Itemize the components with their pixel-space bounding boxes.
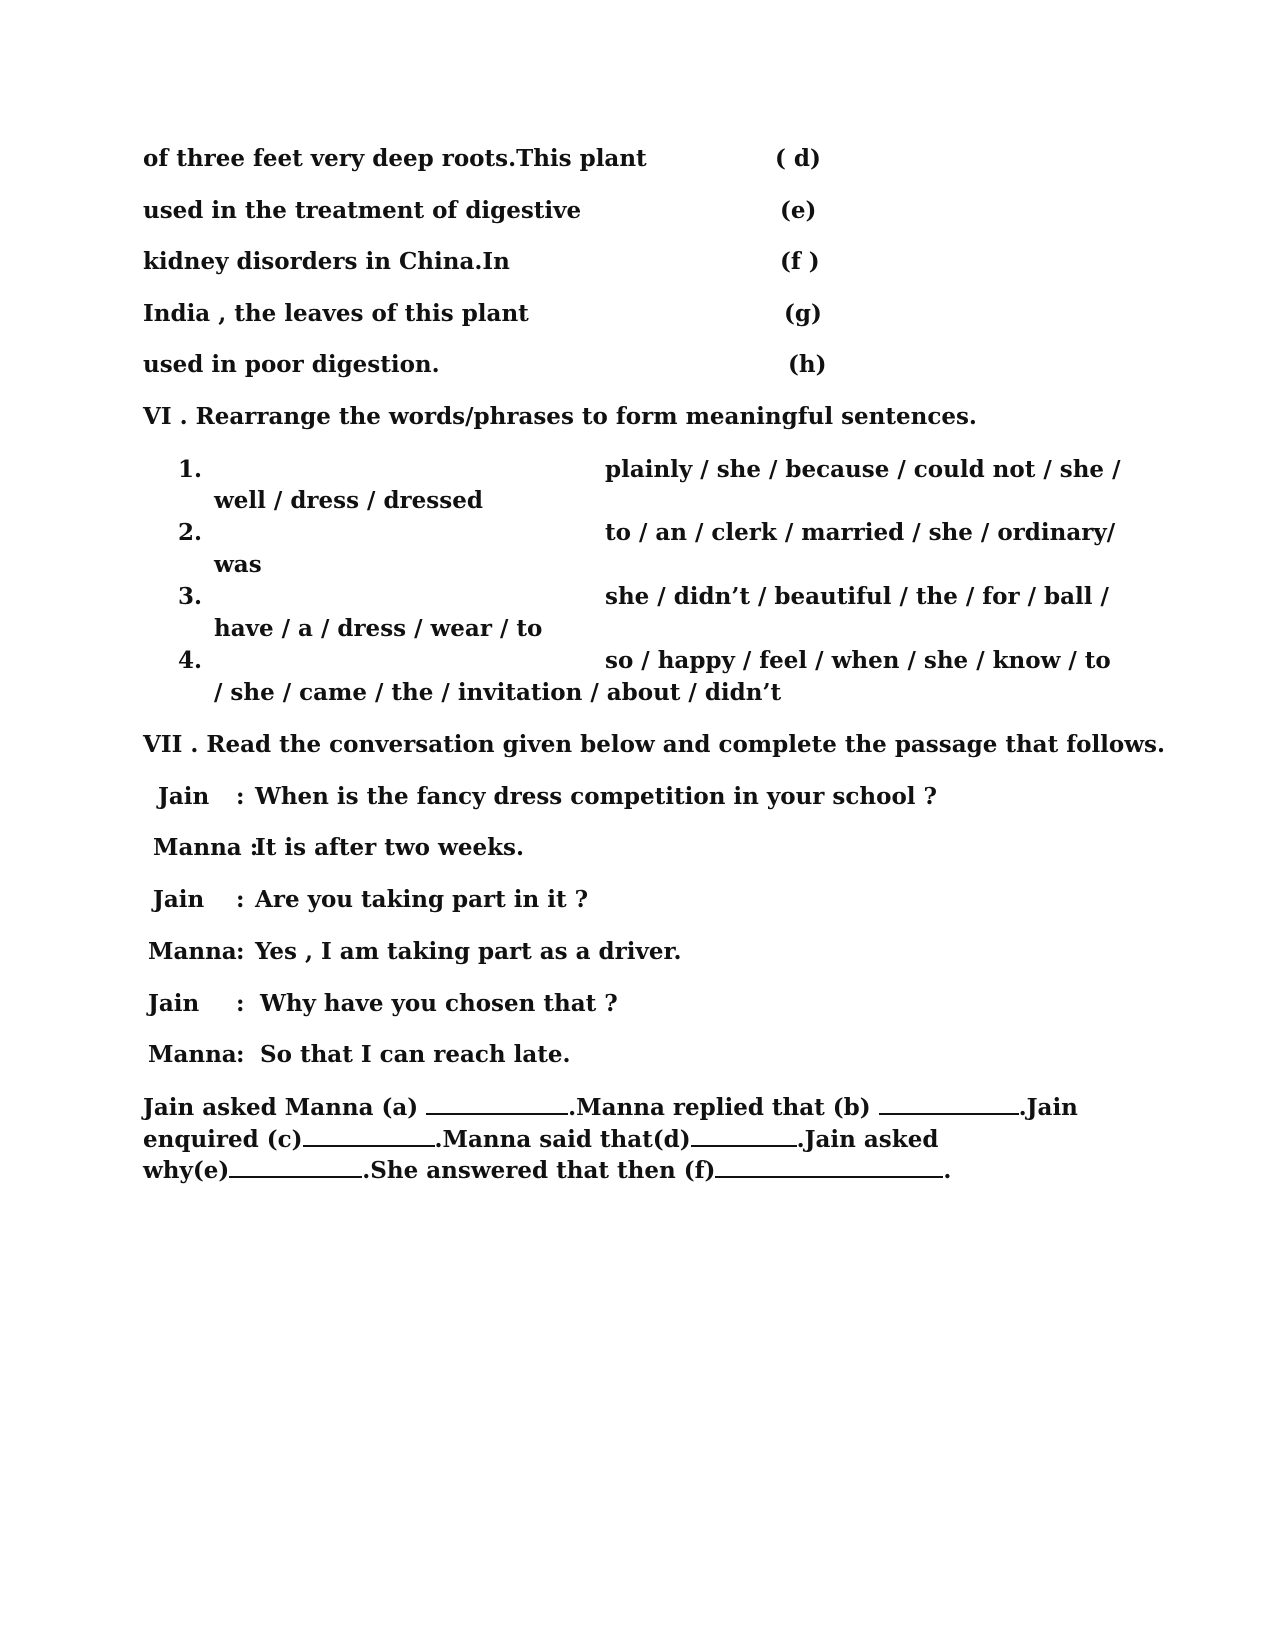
speaker-name: Jain	[153, 886, 205, 913]
completion-text: .Manna said that(d)	[434, 1126, 691, 1153]
dialogue-line: So that I can reach late.	[260, 1041, 571, 1068]
passage-line-e: used in the treatment of digestive	[143, 197, 582, 224]
completion-text: Jain asked Manna (a)	[143, 1094, 427, 1121]
blank-label-h: (h)	[788, 351, 827, 378]
item-words-line1: plainly / she / because / could not / she /	[605, 456, 1121, 483]
item-number: 1.	[178, 456, 203, 483]
speaker-name: Manna	[148, 938, 237, 965]
passage-line-d: of three feet very deep roots.This plant	[143, 145, 647, 172]
passage-line-h: used in poor digestion.	[143, 351, 440, 378]
section-6-heading: VI . Rearrange the words/phrases to form meaningful sentences.	[143, 403, 977, 430]
dialogue-line: Are you taking part in it ?	[255, 886, 589, 913]
blank-label-d: ( d)	[775, 145, 821, 172]
completion-text: .	[943, 1157, 952, 1184]
completion-text: enquired (c)	[143, 1126, 303, 1153]
dialogue-line: It is after two weeks.	[255, 834, 524, 861]
answer-blank-b[interactable]	[879, 1095, 1019, 1115]
speaker-colon: :	[236, 1041, 245, 1068]
item-words-line1: she / didn’t / beautiful / the / for / ball /	[605, 583, 1109, 610]
item-number: 2.	[178, 519, 203, 546]
item-words-line2: well / dress / dressed	[214, 487, 483, 514]
completion-line-2	[143, 1126, 938, 1154]
item-words-line1: so / happy / feel / when / she / know / to	[605, 647, 1111, 674]
item-words-line2: was	[214, 551, 262, 578]
completion-text: .Jain	[1018, 1094, 1078, 1121]
speaker-colon: :	[236, 938, 245, 965]
dialogue-line: Why have you chosen that ?	[260, 990, 618, 1017]
completion-line-1	[143, 1094, 1078, 1122]
completion-text: .Manna replied that (b)	[568, 1094, 879, 1121]
answer-blank-a[interactable]	[426, 1095, 568, 1115]
answer-blank-d[interactable]	[691, 1127, 797, 1147]
passage-line-f: kidney disorders in China.In	[143, 248, 510, 275]
speaker-name: Jain	[148, 990, 200, 1017]
speaker-colon: :	[236, 886, 245, 913]
item-words-line2: / she / came / the / invitation / about / didn’t	[214, 679, 782, 706]
completion-line-3	[143, 1157, 951, 1185]
speaker-colon: :	[236, 990, 245, 1017]
dialogue-line: When is the fancy dress competition in your school ?	[255, 783, 938, 810]
completion-text: .Jain asked	[796, 1126, 939, 1153]
speaker-name: Manna :	[153, 834, 259, 861]
item-words-line1: to / an / clerk / married / she / ordinary/	[605, 519, 1116, 546]
speaker-name: Jain	[158, 783, 210, 810]
item-words-line2: have / a / dress / wear / to	[214, 615, 543, 642]
blank-label-e: (e)	[780, 197, 817, 224]
speaker-name: Manna	[148, 1041, 237, 1068]
blank-label-f: (f )	[780, 248, 820, 275]
blank-label-g: (g)	[784, 300, 822, 327]
answer-blank-e[interactable]	[229, 1158, 362, 1178]
completion-text: .She answered that then (f)	[362, 1157, 716, 1184]
item-number: 3.	[178, 583, 203, 610]
item-number: 4.	[178, 647, 203, 674]
speaker-colon: :	[236, 783, 245, 810]
passage-line-g: India , the leaves of this plant	[143, 300, 529, 327]
completion-text: why(e)	[143, 1157, 230, 1184]
answer-blank-c[interactable]	[303, 1127, 435, 1147]
answer-blank-f[interactable]	[715, 1158, 943, 1178]
dialogue-line: Yes , I am taking part as a driver.	[255, 938, 682, 965]
section-7-heading: VII . Read the conversation given below and complete the passage that follows.	[143, 731, 1166, 758]
